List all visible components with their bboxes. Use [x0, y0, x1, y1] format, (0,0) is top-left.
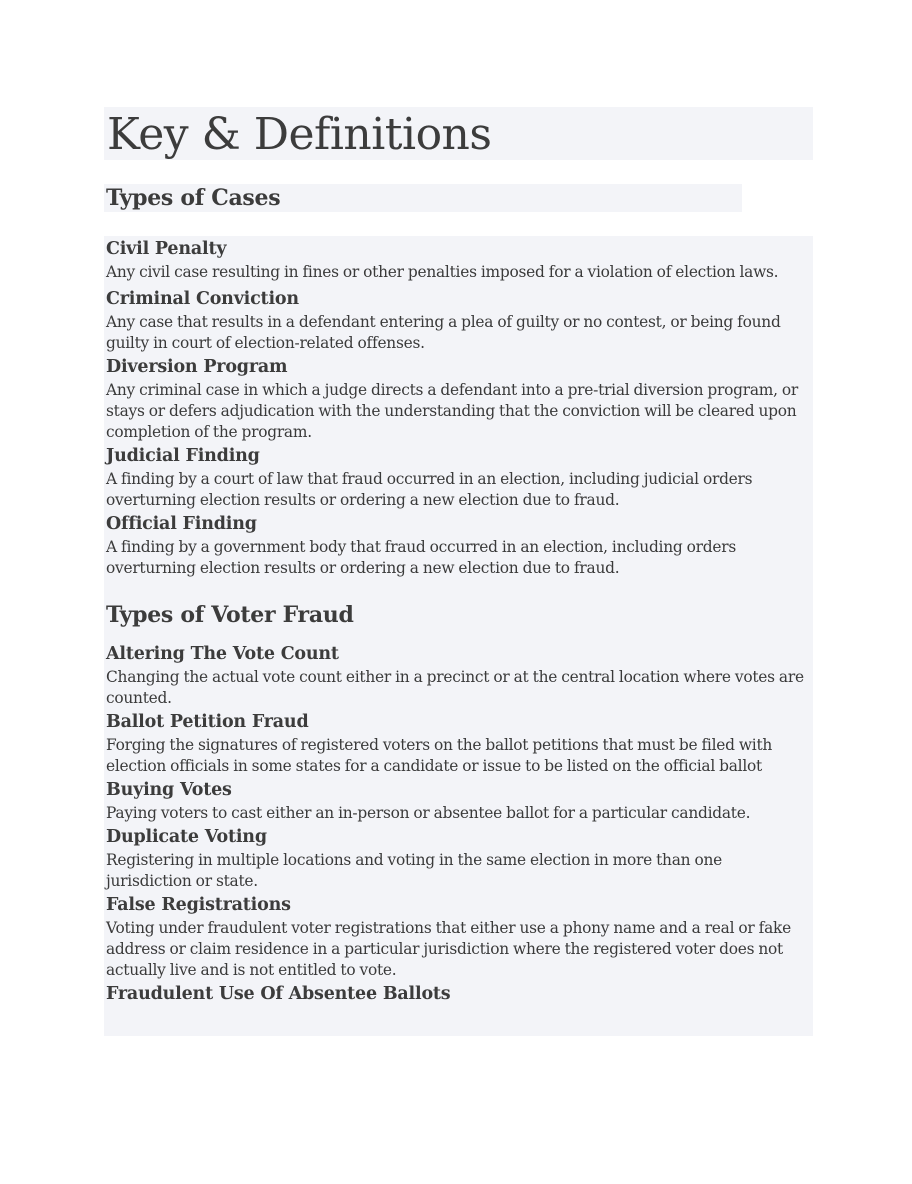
definition-item	[106, 777, 811, 824]
page-title-box	[104, 107, 813, 160]
cases-section-header	[104, 184, 742, 212]
definition-item	[106, 709, 811, 777]
definition-item	[106, 354, 811, 443]
term-definition: Changing the actual vote count either in a precinct or at the central location where votes are counted.	[106, 668, 804, 707]
definition-item	[106, 443, 811, 511]
term-heading: Criminal Conviction	[106, 289, 299, 309]
definitions-list	[106, 236, 811, 1007]
term-heading: Altering The Vote Count	[106, 644, 339, 664]
term-heading: Duplicate Voting	[106, 827, 267, 847]
term-heading: Ballot Petition Fraud	[106, 712, 309, 732]
definition-item	[106, 641, 811, 709]
definition-item	[106, 236, 811, 283]
term-heading: Buying Votes	[106, 780, 232, 800]
term-definition: Any criminal case in which a judge directs a defendant into a pre-trial diversion program, or stays or defers adjudication with the understanding that the conviction will be cleared upon completion of the program.	[106, 381, 798, 441]
term-definition: A finding by a court of law that fraud occurred in an election, including judicial orders overturning election results or ordering a new election due to fraud.	[106, 470, 753, 509]
term-definition: Any civil case resulting in fines or other penalties imposed for a violation of election laws.	[106, 263, 779, 281]
term-definition: Any case that results in a defendant entering a plea of guilty or no contest, or being found guilty in court of election-related offenses.	[106, 313, 781, 352]
term-definition: Forging the signatures of registered voters on the ballot petitions that must be filed with election officials in some states for a candidate or issue to be listed on the official ballot	[106, 736, 773, 775]
term-definition: Paying voters to cast either an in-person or absentee ballot for a particular candidate.	[106, 804, 751, 822]
definition-item	[106, 286, 811, 354]
term-definition: Voting under fraudulent voter registrations that either use a phony name and a real or fake address or claim residence in a particular jurisdiction where the registered voter does not actually live and is not entitled to vote.	[106, 919, 791, 979]
term-heading: Official Finding	[106, 514, 257, 534]
page-title: Key & Definitions	[107, 109, 492, 160]
cases-section-title: Types of Cases	[106, 185, 281, 211]
term-heading: Diversion Program	[106, 357, 288, 377]
term-heading: Judicial Finding	[106, 446, 260, 466]
term-heading: False Registrations	[106, 895, 291, 915]
definition-item	[106, 824, 811, 892]
term-heading: Civil Penalty	[106, 239, 227, 259]
definition-item	[106, 981, 811, 1007]
definition-item	[106, 892, 811, 981]
fraud-section-title: Types of Voter Fraud	[106, 602, 354, 628]
term-heading: Fraudulent Use Of Absentee Ballots	[106, 984, 451, 1004]
term-definition: A finding by a government body that fraud occurred in an election, including orders overturning election results or ordering a new election due to fraud.	[106, 538, 736, 577]
term-definition: Registering in multiple locations and voting in the same election in more than one jurisdiction or state.	[106, 851, 722, 890]
definition-item	[106, 511, 811, 579]
